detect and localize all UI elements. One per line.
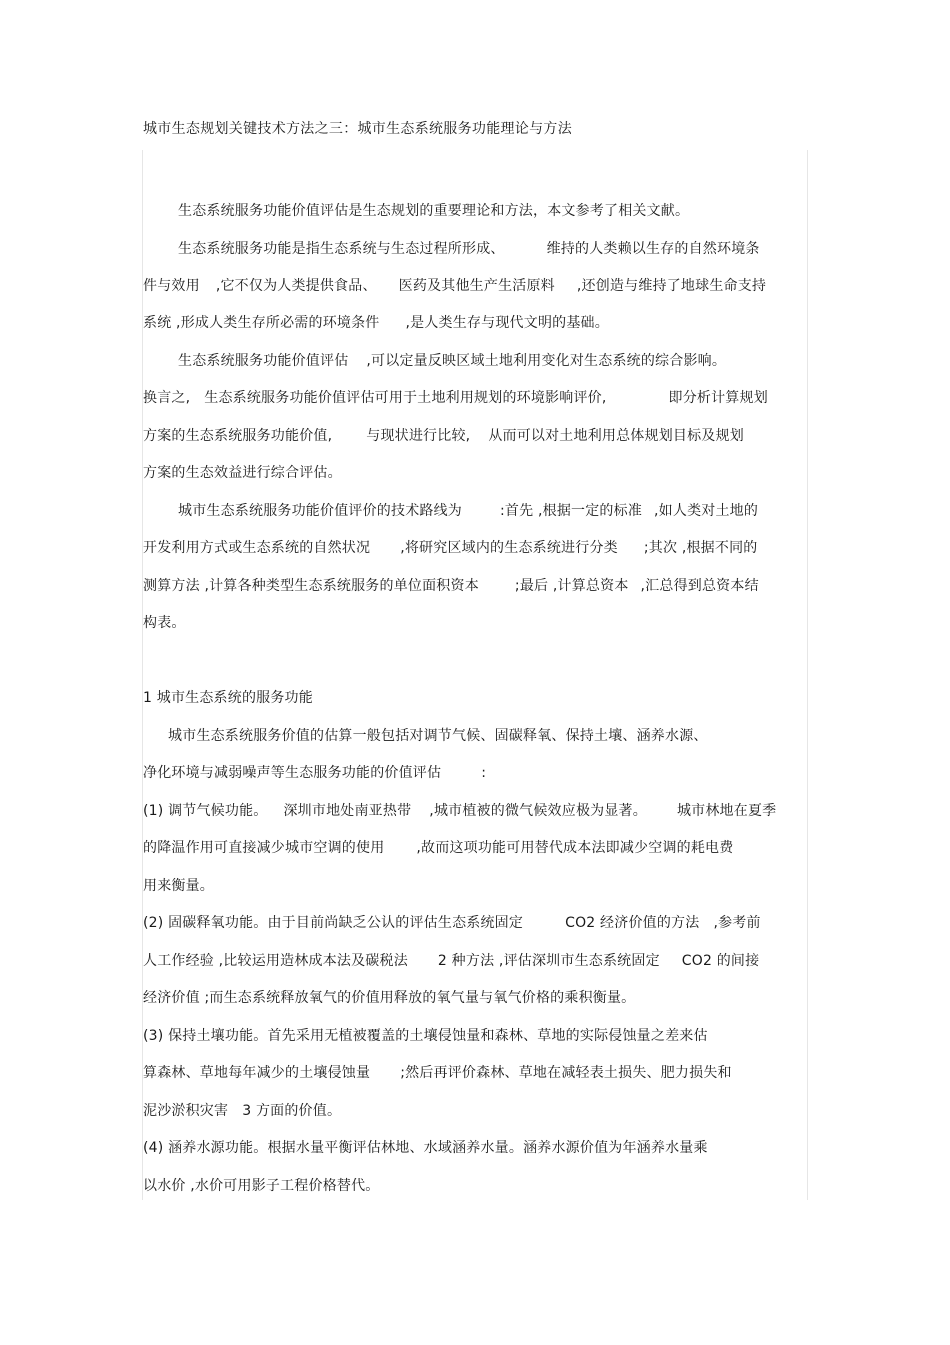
text-line: 测算方法 ,计算各种类型生态系统服务的单位面积资本 ;最后 ,计算总资本 ,汇总得到总资本结 <box>143 578 759 594</box>
text-line: 生态系统服务功能价值评估是生态规划的重要理论和方法，本文参考了相关文献。 <box>178 203 690 219</box>
text-line: 换言之, 生态系统服务功能价值评估可用于土地利用规划的环境影响评价, 即分析计算规划 <box>143 390 768 406</box>
text-line: 方案的生态效益进行综合评估。 <box>143 465 342 481</box>
text-line: 城市生态系统服务价值的估算一般包括对调节气候、固碳释氧、保持土壤、涵养水源、 <box>168 728 708 744</box>
text-line: 系统 ,形成人类生存所必需的环境条件 ,是人类生存与现代文明的基础。 <box>143 315 609 331</box>
text-line: 算森林、草地每年减少的土壤侵蚀量 ;然后再评价森林、草地在减轻表土损失、肥力损失和 <box>143 1065 732 1081</box>
document-title: 城市生态规划关键技术方法之三：城市生态系统服务功能理论与方法 <box>143 121 572 137</box>
text-line: 以水价 ,水价可用影子工程价格替代。 <box>143 1178 380 1194</box>
text-line: (3) 保持土壤功能。首先采用无植被覆盖的土壤侵蚀量和森林、草地的实际侵蚀量之差来估 <box>143 1028 708 1044</box>
text-line: 人工作经验 ,比较运用造林成本法及碳税法 2 种方法 ,评估深圳市生态系统固定 CO2 的间接 <box>143 953 760 969</box>
text-line: 经济价值 ;而生态系统释放氧气的价值用释放的氧气量与氧气价格的乘积衡量。 <box>143 990 636 1006</box>
text-line: 生态系统服务功能是指生态系统与生态过程所形成、 维持的人类赖以生存的自然环境条 <box>178 241 760 257</box>
text-line: 城市生态系统服务功能价值评价的技术路线为 :首先 ,根据一定的标准 ,如人类对土地的 <box>178 503 759 519</box>
text-line: (4) 涵养水源功能。根据水量平衡评估林地、水域涵养水量。涵养水源价值为年涵养水量乘 <box>143 1140 708 1156</box>
text-line: 构表。 <box>143 615 186 631</box>
text-line: 用来衡量。 <box>143 878 214 894</box>
text-line: 净化环境与减弱噪声等生态服务功能的价值评估 : <box>143 765 487 781</box>
text-line: (1) 调节气候功能。 深圳市地处南亚热带 ,城市植被的微气候效应极为显著。 城市林地在夏季 <box>143 803 777 819</box>
section-heading: 1 城市生态系统的服务功能 <box>143 690 313 706</box>
text-line: 方案的生态系统服务功能价值, 与现状进行比较, 从而可以对土地利用总体规划目标及规划 <box>143 428 744 444</box>
text-line: 件与效用 ,它不仅为人类提供食品、 医药及其他生产生活原料 ,还创造与维持了地球生命支持 <box>143 278 767 294</box>
text-line: 生态系统服务功能价值评估 ,可以定量反映区域土地利用变化对生态系统的综合影响。 <box>178 353 727 369</box>
right-border-line <box>807 150 808 1200</box>
text-line: (2) 固碳释氧功能。由于目前尚缺乏公认的评估生态系统固定 CO2 经济价值的方法 ,参考前 <box>143 915 761 931</box>
text-line: 的降温作用可直接减少城市空调的使用 ,故而这项功能可用替代成本法即减少空调的耗电费 <box>143 840 734 856</box>
text-line: 泥沙淤积灾害 3 方面的价值。 <box>143 1103 342 1119</box>
text-line: 开发利用方式或生态系统的自然状况 ,将研究区域内的生态系统进行分类 ;其次 ,根据不同的 <box>143 540 758 556</box>
